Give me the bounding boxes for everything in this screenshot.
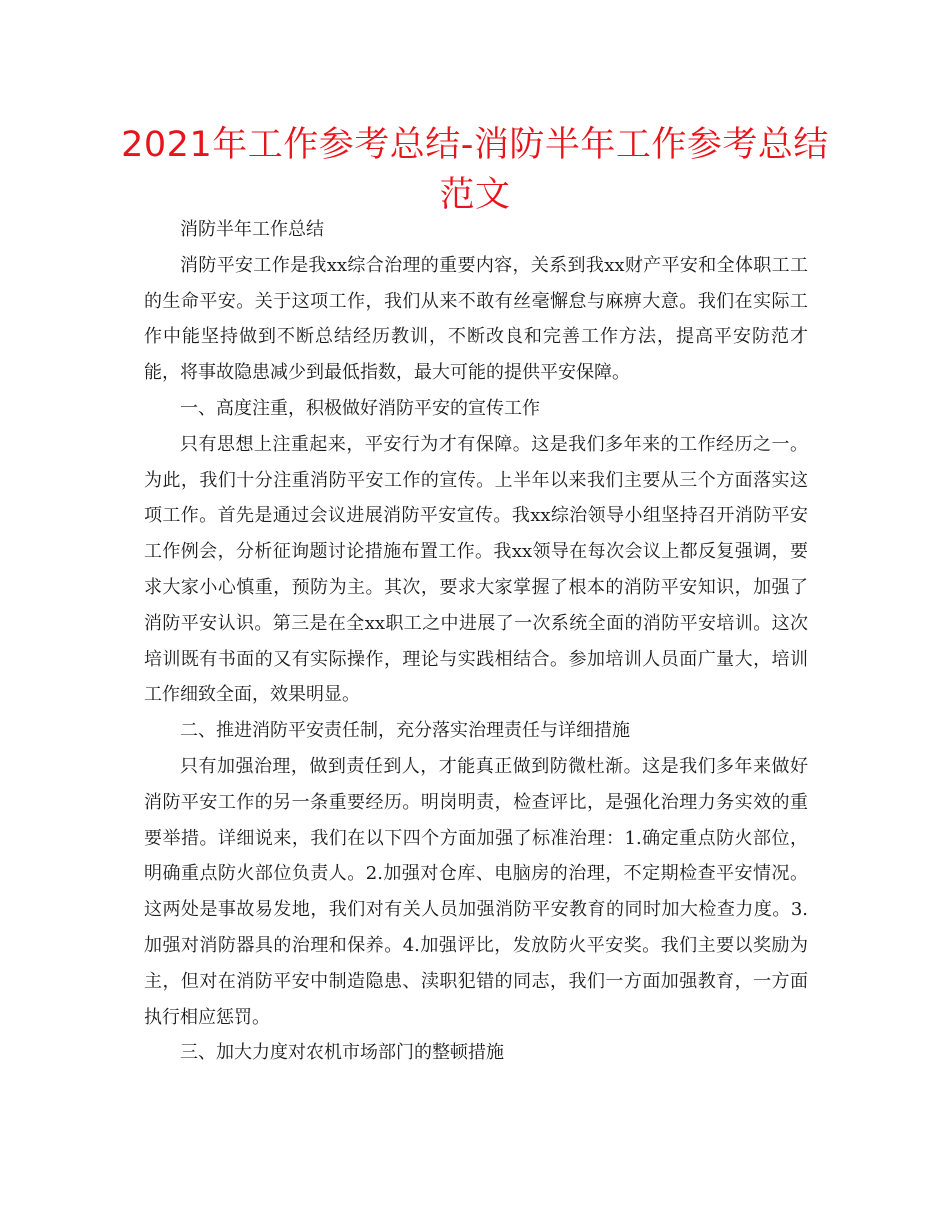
document-title: 2021年工作参考总结-消防半年工作参考总结范文 <box>121 125 829 215</box>
paragraph-section-2: 只有加强治理，做到责任到人，才能真正做到防微杜渐。这是我们多年来做好消防平安工作的另一条重要经历。明岗明责，检查评比，是强化治理力务实效的重要举措。详细说来，我们在以下四个方面加强了标准治理：1.确定重点防火部位，明确重点防火部位负责人。2.加强对仓库、电脑房的治理，不定期检查平安情况。这两处是事故易发地，我们对有关人员加强消防平安教育的同时加大检查力度。3.加强对消防器具的治理和保养。4.加强评比，发放防火平安奖。我们主要以奖励为主，但对在消防平安中制造隐患、渎职犯错的同志，我们一方面加强教育，一方面执行相应惩罚。 <box>144 755 808 1028</box>
paragraph-section-1: 只有思想上注重起来，平安行为才有保障。这是我们多年来的工作经历之一。为此，我们十分注重消防平安工作的宣传。上半年以来我们主要从三个方面落实这项工作。首先是通过会议进展消防平安宣传。我xx综治领导小组坚持召开消防平安工作例会，分析征询题讨论措施布置工作。我xx领导在每次会议上都反复强调，要求大家小心慎重，预防为主。其次，要求大家掌握了根本的消防平安知识，加强了消防平安认识。第三是在全xx职工之中进展了一次系统全面的消防平安培训。这次培训既有书面的又有实际操作，理论与实践相结合。参加培训人员面广量大，培训工作细致全面，效果明显。 <box>144 433 808 706</box>
section-heading-2: 二、推进消防平安责任制，充分落实治理责任与详细措施 <box>180 720 630 742</box>
document-body <box>144 212 808 1071</box>
section-heading-3: 三、加大力度对农机市场部门的整顿措施 <box>180 1042 504 1064</box>
section-heading-summary: 消防半年工作总结 <box>180 219 324 240</box>
section-heading-1: 一、高度注重，积极做好消防平安的宣传工作 <box>180 397 540 419</box>
paragraph-intro: 消防平安工作是我xx综合治理的重要内容，关系到我xx财产平安和全体职工工的生命平安。关于这项工作，我们从来不敢有丝毫懈怠与麻痹大意。我们在实际工作中能坚持做到不断总结经历教训，不断改良和完善工作方法，提高平安防范才能，将事故隐患减少到最低指数，最大可能的提供平安保障。 <box>144 254 808 384</box>
